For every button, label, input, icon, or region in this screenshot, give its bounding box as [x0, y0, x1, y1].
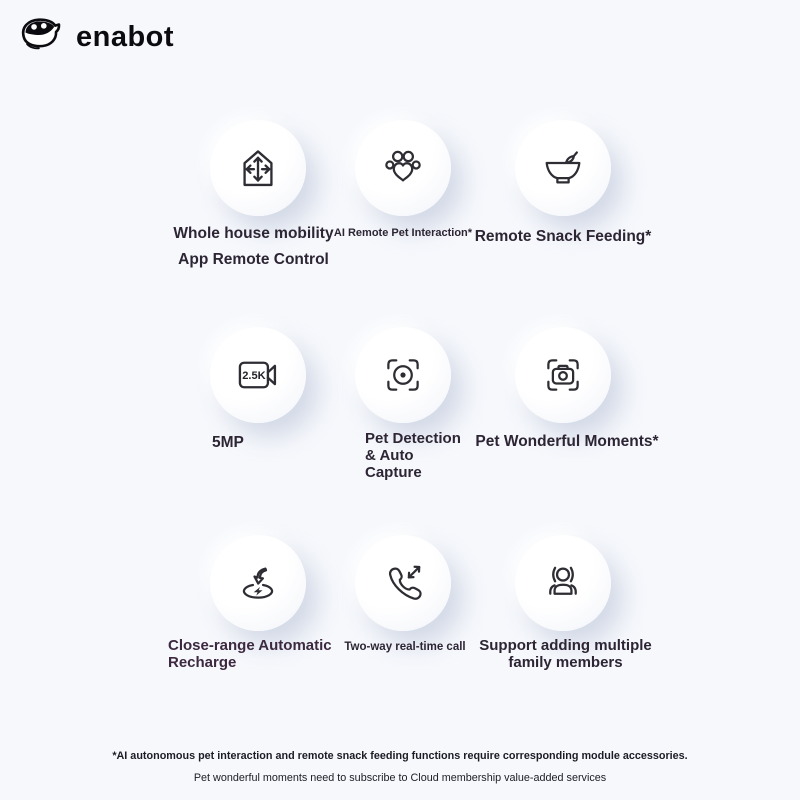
feature-label-line: Remote Snack Feeding* — [474, 228, 652, 245]
feature-circle-family-members — [515, 535, 611, 631]
feature-label-line: Whole house mobility — [173, 225, 334, 242]
camcorder-resolution-text: 2.5K — [242, 370, 266, 383]
feature-label-line: App Remote Control — [178, 251, 329, 268]
capture-camera-icon — [536, 348, 590, 402]
feature-label-5mp — [212, 430, 332, 456]
feature-circle-two-way-call — [355, 535, 451, 631]
family-members-icon — [536, 556, 590, 610]
feature-circle-wonderful-moments — [515, 327, 611, 423]
feature-label-line: Support adding multiple — [479, 637, 652, 654]
feature-label-line: Close-range Automatic — [168, 637, 332, 654]
camcorder-icon — [230, 347, 286, 403]
auto-recharge-icon — [231, 556, 285, 610]
feature-label-line: & Auto — [365, 447, 414, 464]
footnote-line-2: Pet wonderful moments need to subscribe to Cloud membership value-added services — [193, 772, 607, 784]
feature-circle-whole-house-mobility — [210, 120, 306, 216]
feature-label-line: 5MP — [212, 434, 244, 451]
feature-label-line: family members — [508, 653, 623, 671]
house-move-icon — [230, 140, 286, 196]
feature-circle-5mp-camera — [210, 327, 306, 423]
snack-bowl-icon — [536, 141, 590, 195]
two-way-call-icon — [376, 556, 430, 610]
feature-circle-remote-snack-feeding — [515, 120, 611, 216]
footnotes — [0, 745, 800, 789]
feature-label-remote-snack-feeding — [443, 224, 683, 250]
brand-header — [14, 11, 174, 63]
feature-label-line: Pet Wonderful Moments* — [475, 433, 659, 450]
brand-wordmark: enabot — [76, 21, 175, 53]
feature-label-line: AI Remote Pet Interaction* — [333, 227, 473, 239]
feature-label-line: Recharge — [168, 653, 237, 671]
enabot-robot-head-icon — [14, 11, 66, 63]
paw-heart-icon — [376, 141, 430, 195]
feature-label-line: Two-way real-time call — [344, 641, 466, 653]
feature-label-line: Pet Detection — [365, 430, 461, 447]
feature-circle-auto-recharge — [210, 535, 306, 631]
feature-label-wonderful-moments — [443, 429, 691, 455]
pet-detection-icon — [376, 348, 430, 402]
feature-label-family-members — [448, 638, 683, 671]
feature-circle-ai-pet-interaction — [355, 120, 451, 216]
feature-circle-pet-detection — [355, 327, 451, 423]
footnote-line-1: *AI autonomous pet interaction and remote snack feeding functions require corresponding module accessories. — [112, 750, 688, 762]
feature-label-line: Capture — [365, 464, 422, 481]
